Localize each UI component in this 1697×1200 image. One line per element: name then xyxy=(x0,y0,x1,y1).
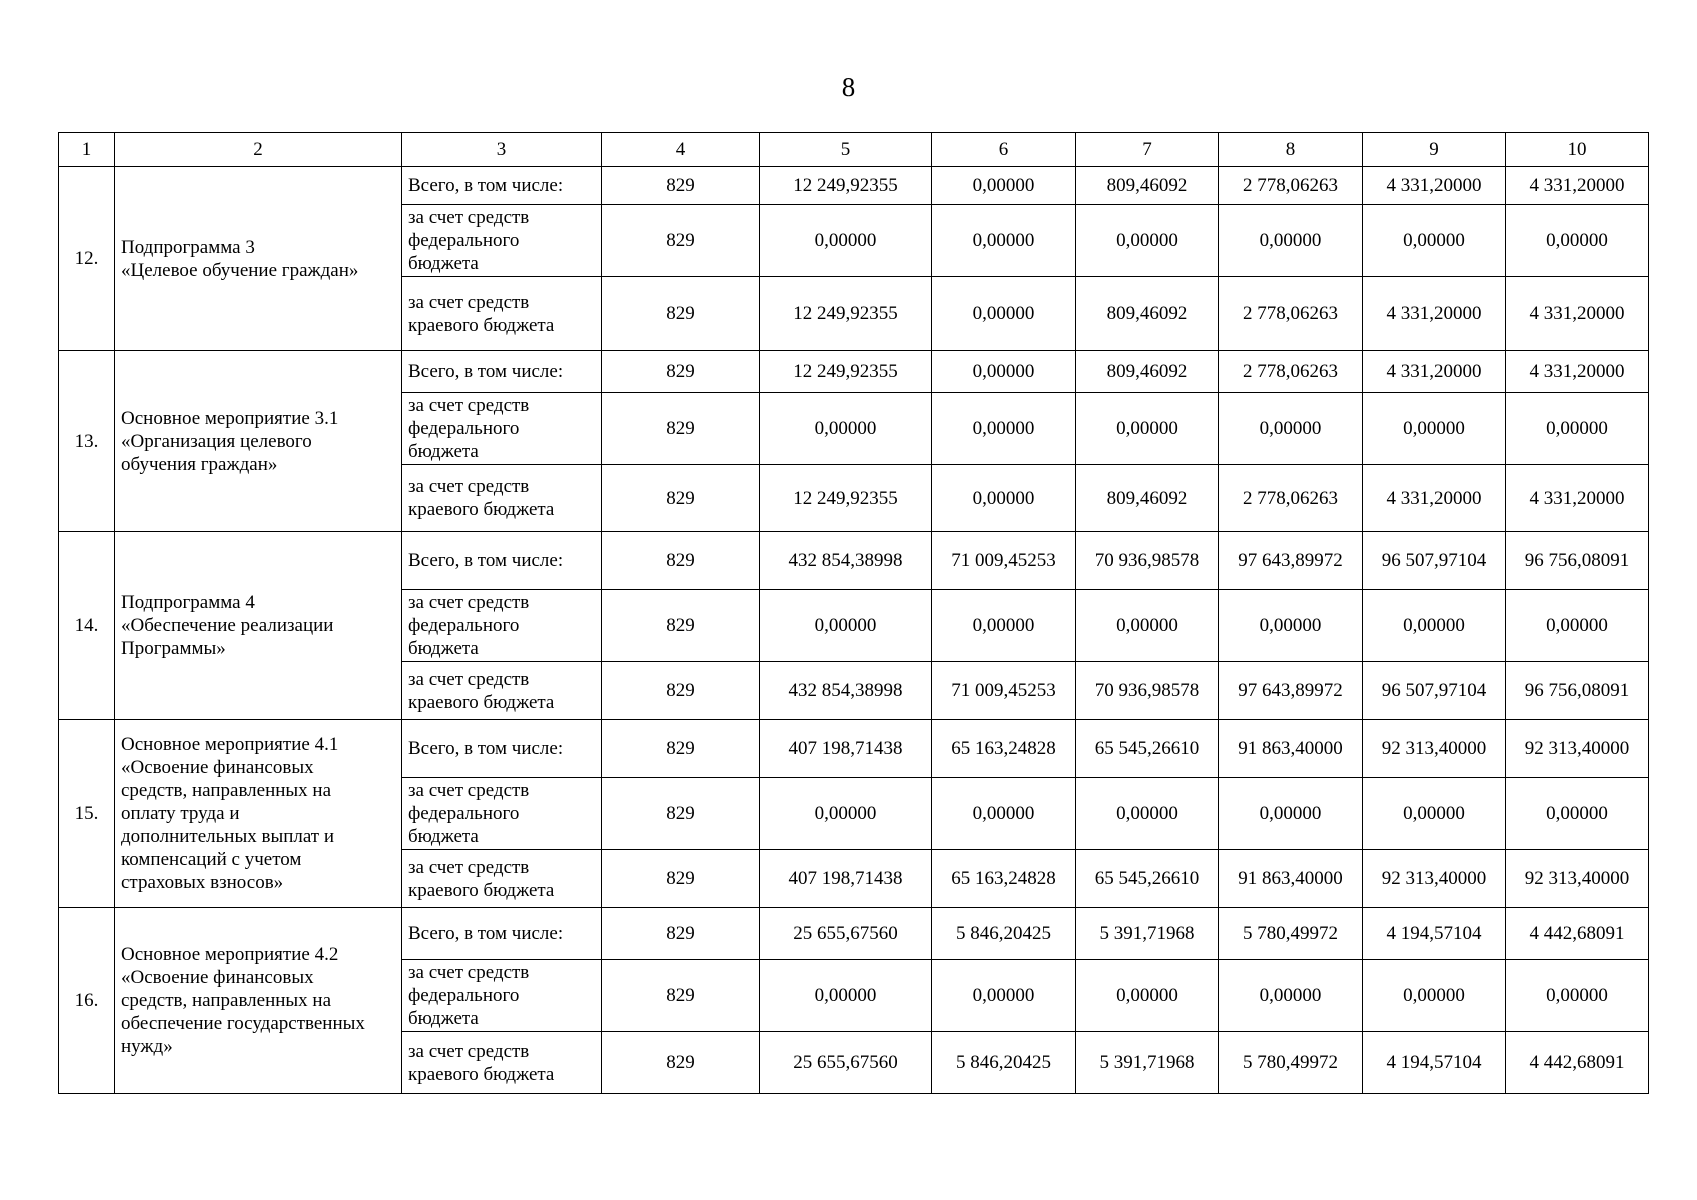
amount-cell: 0,00000 xyxy=(1076,960,1219,1032)
amount-cell: 5 391,71968 xyxy=(1076,908,1219,960)
funding-source: Всего, в том числе: xyxy=(402,351,602,393)
amount-cell: 4 331,20000 xyxy=(1506,277,1649,351)
amount-cell: 12 249,92355 xyxy=(760,465,932,532)
amount-cell: 809,46092 xyxy=(1076,277,1219,351)
amount-cell: 4 331,20000 xyxy=(1363,167,1506,205)
row-number: 13. xyxy=(59,351,115,532)
amount-cell: 0,00000 xyxy=(1363,590,1506,662)
amount-cell: 0,00000 xyxy=(1506,960,1649,1032)
amount-cell: 5 391,71968 xyxy=(1076,1032,1219,1094)
amount-cell: 809,46092 xyxy=(1076,351,1219,393)
funding-source: Всего, в том числе: xyxy=(402,167,602,205)
amount-cell: 71 009,45253 xyxy=(932,532,1076,590)
amount-cell: 25 655,67560 xyxy=(760,1032,932,1094)
table-row xyxy=(59,532,1649,590)
program-name: Подпрограмма 4 «Обеспечение реализации Программы» xyxy=(115,532,402,720)
table-row xyxy=(59,167,1649,205)
column-header: 10 xyxy=(1506,133,1649,167)
amount-cell: 12 249,92355 xyxy=(760,351,932,393)
column-header: 6 xyxy=(932,133,1076,167)
amount-cell: 5 846,20425 xyxy=(932,908,1076,960)
amount-cell: 0,00000 xyxy=(932,205,1076,277)
funding-source: за счет средств федерального бюджета xyxy=(402,205,602,277)
budget-code: 829 xyxy=(602,662,760,720)
budget-code: 829 xyxy=(602,590,760,662)
amount-cell: 4 442,68091 xyxy=(1506,908,1649,960)
amount-cell: 4 331,20000 xyxy=(1506,465,1649,532)
amount-cell: 92 313,40000 xyxy=(1363,850,1506,908)
amount-cell: 0,00000 xyxy=(1363,778,1506,850)
amount-cell: 96 507,97104 xyxy=(1363,532,1506,590)
row-number: 12. xyxy=(59,167,115,351)
amount-cell: 809,46092 xyxy=(1076,465,1219,532)
amount-cell: 65 545,26610 xyxy=(1076,850,1219,908)
column-header: 9 xyxy=(1363,133,1506,167)
funding-source: за счет средств краевого бюджета xyxy=(402,465,602,532)
funding-source: Всего, в том числе: xyxy=(402,532,602,590)
amount-cell: 432 854,38998 xyxy=(760,662,932,720)
funding-source: за счет средств федерального бюджета xyxy=(402,778,602,850)
amount-cell: 2 778,06263 xyxy=(1219,167,1363,205)
column-header: 7 xyxy=(1076,133,1219,167)
amount-cell: 91 863,40000 xyxy=(1219,850,1363,908)
column-header: 5 xyxy=(760,133,932,167)
amount-cell: 4 331,20000 xyxy=(1506,167,1649,205)
program-name: Основное мероприятие 3.1 «Организация целевого обучения граждан» xyxy=(115,351,402,532)
amount-cell: 0,00000 xyxy=(1219,960,1363,1032)
amount-cell: 96 507,97104 xyxy=(1363,662,1506,720)
amount-cell: 0,00000 xyxy=(1363,393,1506,465)
amount-cell: 5 780,49972 xyxy=(1219,908,1363,960)
amount-cell: 96 756,08091 xyxy=(1506,662,1649,720)
amount-cell: 407 198,71438 xyxy=(760,720,932,778)
budget-code: 829 xyxy=(602,850,760,908)
amount-cell: 0,00000 xyxy=(932,590,1076,662)
amount-cell: 0,00000 xyxy=(1076,590,1219,662)
budget-table xyxy=(58,132,1649,1094)
amount-cell: 4 194,57104 xyxy=(1363,1032,1506,1094)
amount-cell: 2 778,06263 xyxy=(1219,277,1363,351)
amount-cell: 97 643,89972 xyxy=(1219,532,1363,590)
amount-cell: 96 756,08091 xyxy=(1506,532,1649,590)
funding-source: за счет средств краевого бюджета xyxy=(402,850,602,908)
amount-cell: 12 249,92355 xyxy=(760,277,932,351)
amount-cell: 2 778,06263 xyxy=(1219,465,1363,532)
amount-cell: 0,00000 xyxy=(1076,778,1219,850)
amount-cell: 71 009,45253 xyxy=(932,662,1076,720)
amount-cell: 0,00000 xyxy=(932,465,1076,532)
row-number: 16. xyxy=(59,908,115,1094)
budget-code: 829 xyxy=(602,1032,760,1094)
amount-cell: 0,00000 xyxy=(1506,205,1649,277)
amount-cell: 0,00000 xyxy=(932,167,1076,205)
budget-code: 829 xyxy=(602,465,760,532)
amount-cell: 0,00000 xyxy=(1363,960,1506,1032)
budget-code: 829 xyxy=(602,167,760,205)
amount-cell: 0,00000 xyxy=(932,277,1076,351)
table-body xyxy=(59,167,1649,1094)
column-header: 8 xyxy=(1219,133,1363,167)
amount-cell: 25 655,67560 xyxy=(760,908,932,960)
amount-cell: 0,00000 xyxy=(932,393,1076,465)
page-number: 8 xyxy=(841,72,856,102)
amount-cell: 91 863,40000 xyxy=(1219,720,1363,778)
amount-cell: 0,00000 xyxy=(760,960,932,1032)
amount-cell: 0,00000 xyxy=(932,960,1076,1032)
amount-cell: 0,00000 xyxy=(932,351,1076,393)
amount-cell: 70 936,98578 xyxy=(1076,662,1219,720)
program-name: Подпрограмма 3 «Целевое обучение граждан» xyxy=(115,167,402,351)
amount-cell: 4 331,20000 xyxy=(1363,277,1506,351)
amount-cell: 2 778,06263 xyxy=(1219,351,1363,393)
amount-cell: 0,00000 xyxy=(1076,205,1219,277)
amount-cell: 92 313,40000 xyxy=(1363,720,1506,778)
table-row xyxy=(59,908,1649,960)
amount-cell: 70 936,98578 xyxy=(1076,532,1219,590)
amount-cell: 0,00000 xyxy=(932,778,1076,850)
funding-source: за счет средств краевого бюджета xyxy=(402,662,602,720)
amount-cell: 92 313,40000 xyxy=(1506,720,1649,778)
amount-cell: 0,00000 xyxy=(760,393,932,465)
amount-cell: 92 313,40000 xyxy=(1506,850,1649,908)
program-name: Основное мероприятие 4.2 «Освоение финансовых средств, направленных на обеспечение государственных нужд» xyxy=(115,908,402,1094)
amount-cell: 0,00000 xyxy=(1219,393,1363,465)
amount-cell: 809,46092 xyxy=(1076,167,1219,205)
amount-cell: 4 331,20000 xyxy=(1506,351,1649,393)
table-row xyxy=(59,720,1649,778)
column-header: 3 xyxy=(402,133,602,167)
amount-cell: 0,00000 xyxy=(1506,778,1649,850)
amount-cell: 0,00000 xyxy=(1506,393,1649,465)
amount-cell: 65 163,24828 xyxy=(932,720,1076,778)
amount-cell: 65 163,24828 xyxy=(932,850,1076,908)
table-row xyxy=(59,351,1649,393)
amount-cell: 407 198,71438 xyxy=(760,850,932,908)
budget-code: 829 xyxy=(602,205,760,277)
funding-source: за счет средств краевого бюджета xyxy=(402,1032,602,1094)
amount-cell: 4 331,20000 xyxy=(1363,351,1506,393)
column-header: 2 xyxy=(115,133,402,167)
column-header: 4 xyxy=(602,133,760,167)
program-name: Основное мероприятие 4.1 «Освоение финансовых средств, направленных на оплату труда и дополнительных выплат и компенсаций с учетом страховых взносов» xyxy=(115,720,402,908)
amount-cell: 0,00000 xyxy=(1506,590,1649,662)
amount-cell: 5 780,49972 xyxy=(1219,1032,1363,1094)
amount-cell: 0,00000 xyxy=(1363,205,1506,277)
funding-source: за счет средств федерального бюджета xyxy=(402,960,602,1032)
amount-cell: 97 643,89972 xyxy=(1219,662,1363,720)
funding-source: за счет средств краевого бюджета xyxy=(402,277,602,351)
amount-cell: 432 854,38998 xyxy=(760,532,932,590)
amount-cell: 0,00000 xyxy=(760,778,932,850)
row-number: 15. xyxy=(59,720,115,908)
budget-code: 829 xyxy=(602,393,760,465)
amount-cell: 0,00000 xyxy=(1076,393,1219,465)
funding-source: за счет средств федерального бюджета xyxy=(402,393,602,465)
amount-cell: 4 331,20000 xyxy=(1363,465,1506,532)
budget-code: 829 xyxy=(602,960,760,1032)
budget-code: 829 xyxy=(602,277,760,351)
column-header: 1 xyxy=(59,133,115,167)
amount-cell: 5 846,20425 xyxy=(932,1032,1076,1094)
amount-cell: 4 194,57104 xyxy=(1363,908,1506,960)
row-number: 14. xyxy=(59,532,115,720)
amount-cell: 0,00000 xyxy=(760,205,932,277)
amount-cell: 0,00000 xyxy=(760,590,932,662)
budget-code: 829 xyxy=(602,532,760,590)
funding-source: Всего, в том числе: xyxy=(402,908,602,960)
amount-cell: 12 249,92355 xyxy=(760,167,932,205)
column-number-row xyxy=(59,133,1649,167)
amount-cell: 4 442,68091 xyxy=(1506,1032,1649,1094)
budget-code: 829 xyxy=(602,720,760,778)
funding-source: за счет средств федерального бюджета xyxy=(402,590,602,662)
budget-code: 829 xyxy=(602,908,760,960)
amount-cell: 0,00000 xyxy=(1219,778,1363,850)
amount-cell: 0,00000 xyxy=(1219,590,1363,662)
amount-cell: 0,00000 xyxy=(1219,205,1363,277)
amount-cell: 65 545,26610 xyxy=(1076,720,1219,778)
budget-code: 829 xyxy=(602,351,760,393)
budget-code: 829 xyxy=(602,778,760,850)
funding-source: Всего, в том числе: xyxy=(402,720,602,778)
